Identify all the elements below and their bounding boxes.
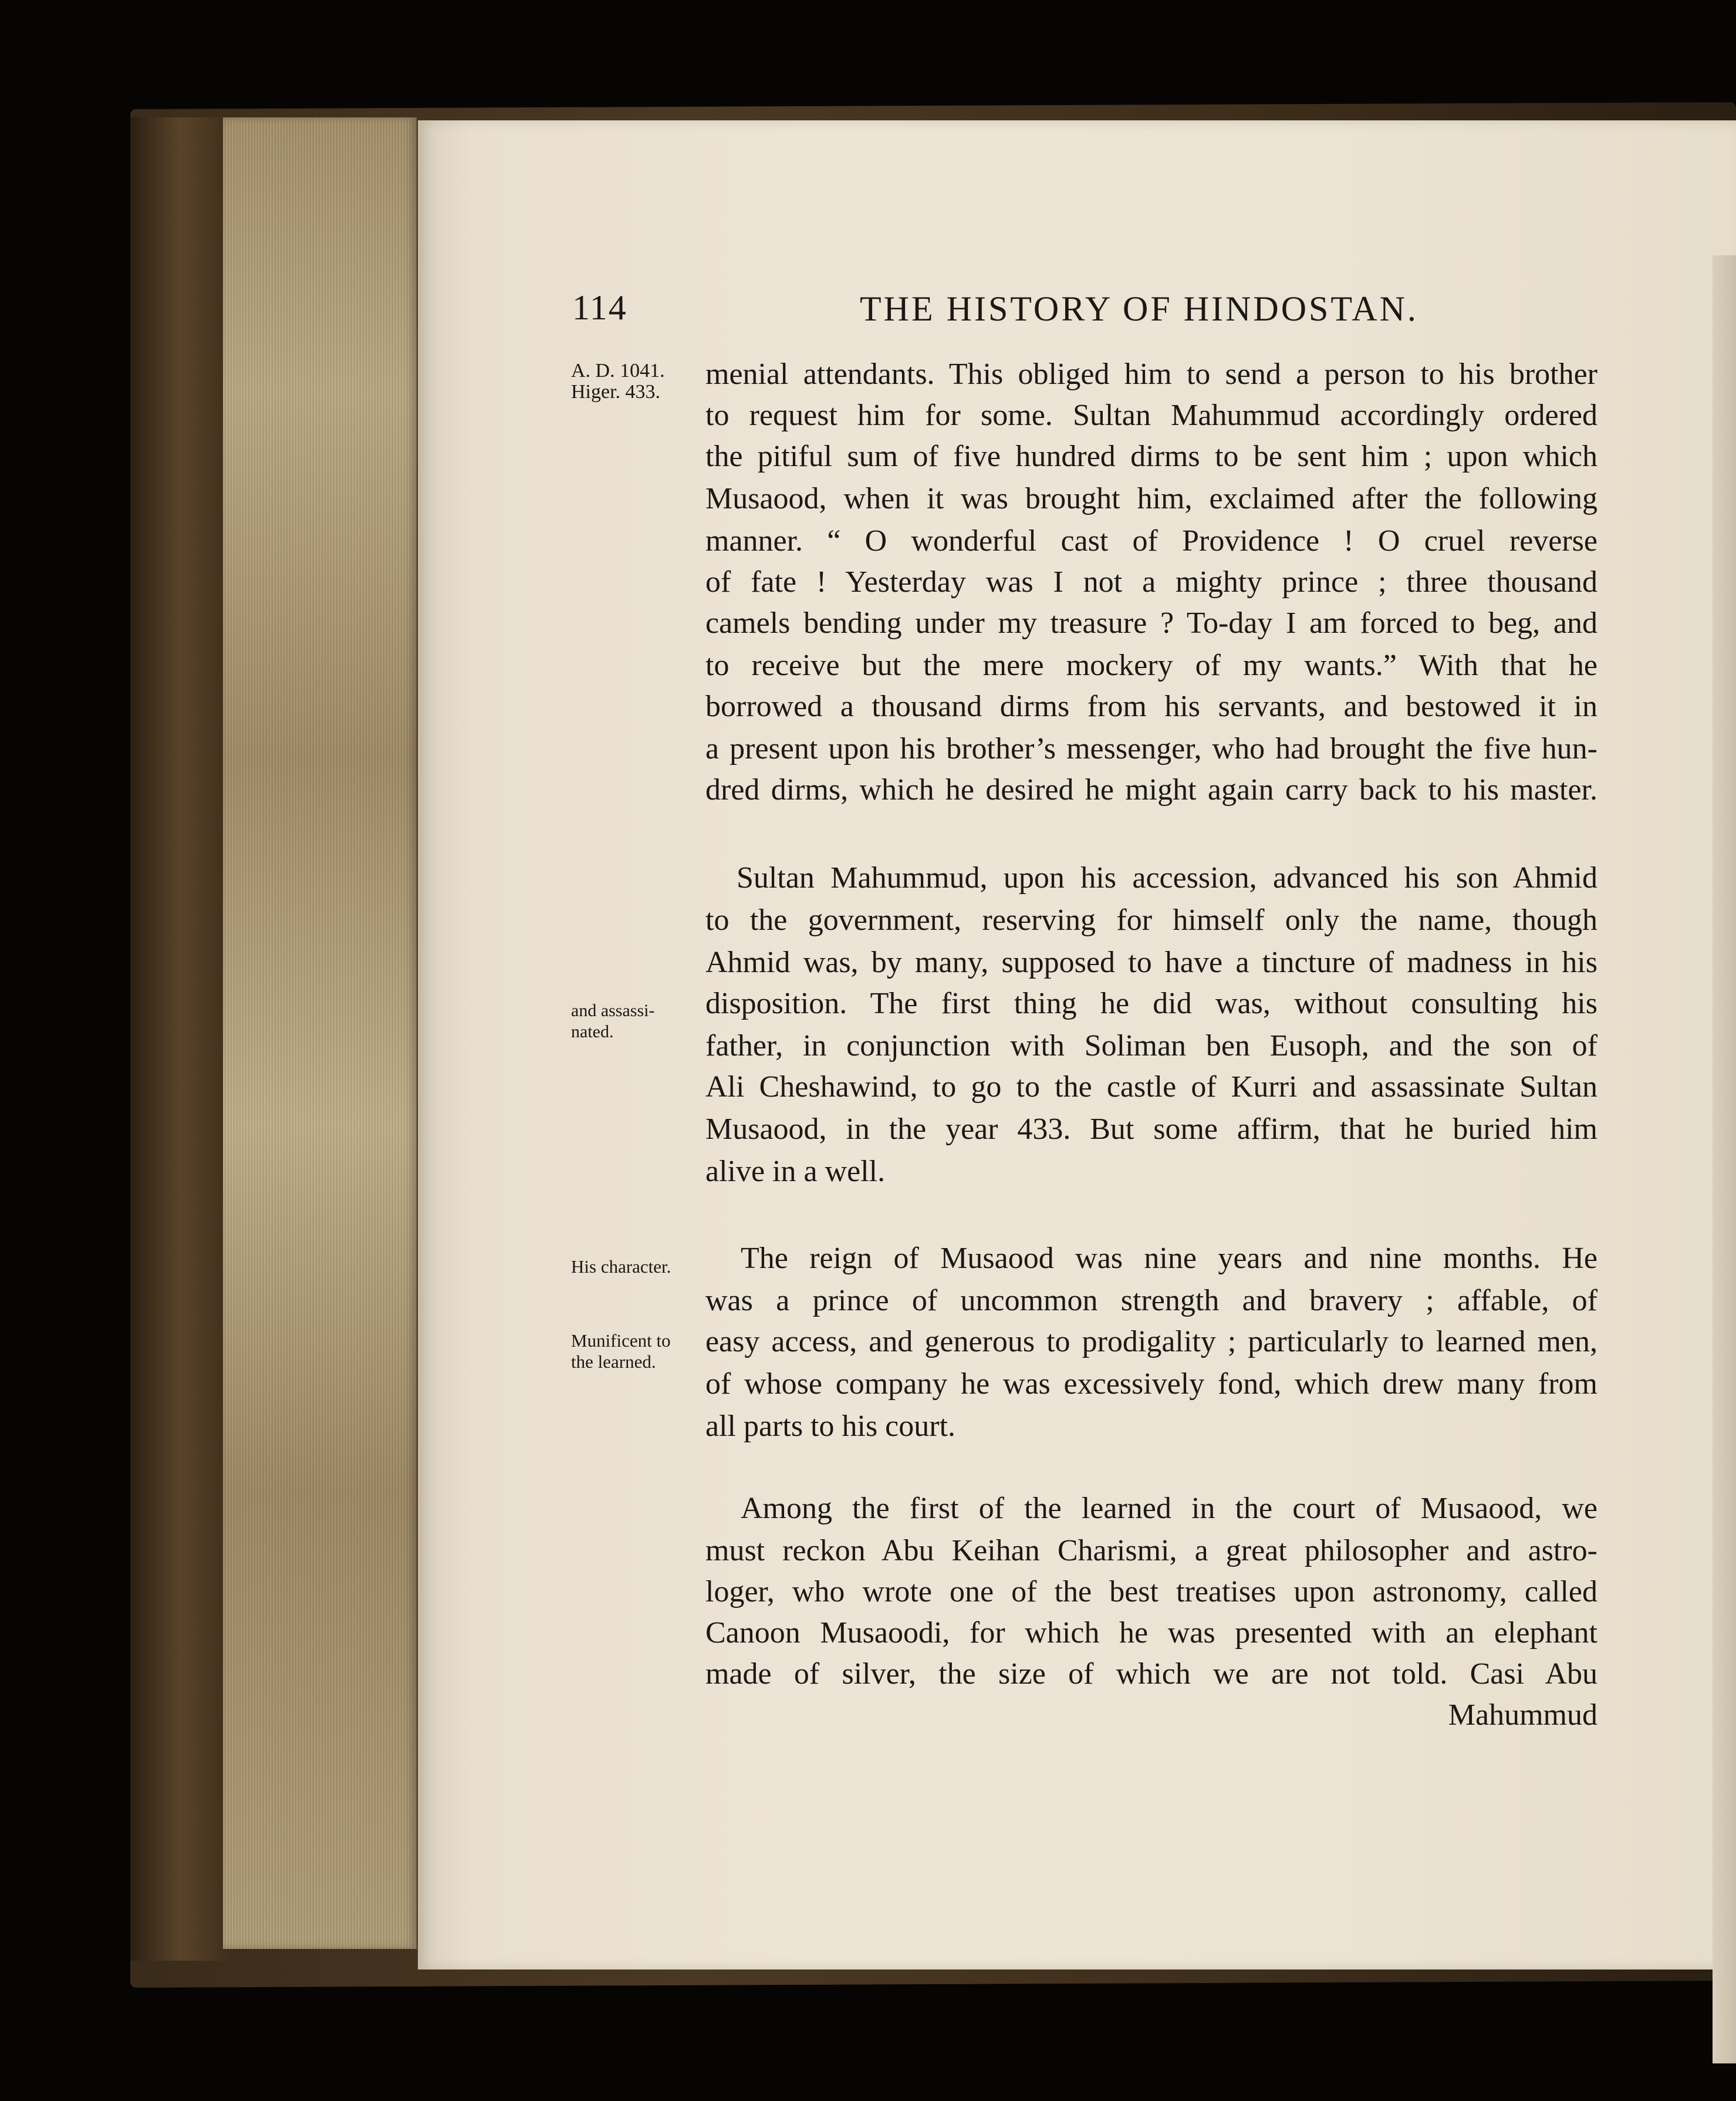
p4-line-4: Canoon Musaoodi, for which he was presented with an elephant [705,1616,1597,1650]
sidenote-date-higer: Higer. 433. [571,381,661,403]
p1-line-5: manner. “ O wonderful cast of Providence ! O cruel reverse [705,524,1597,558]
p4-line-2: must reckon Abu Keihan Charismi, a great philosopher and astro- [705,1534,1597,1567]
p1-line-4: Musaood, when it was brought him, exclaimed after the following [705,482,1597,515]
page-edges [223,117,417,1949]
p3-line-4: of whose company he was excessively fond, which drew many from [705,1367,1597,1401]
sidenote-munificent-1: Munificent to [571,1330,671,1351]
p2-line-3: Ahmid was, by many, supposed to have a tincture of madness in his [705,946,1597,979]
p1-line-8: to receive but the mere mockery of my wants.” With that he [705,649,1597,682]
sidenote-munificent-2: the learned. [571,1351,656,1372]
p1-line-9: borrowed a thousand dirms from his servants, and bestowed it in [705,690,1597,723]
p3-line-2: was a prince of uncommon strength and bravery ; affable, of [705,1284,1597,1317]
p2-line-8: alive in a well. [705,1155,886,1188]
p3-line-3: easy access, and generous to prodigality ; particularly to learned men, [705,1325,1597,1358]
p4-line-5: made of silver, the size of which we are not told. Casi Abu [705,1657,1597,1691]
p1-line-10: a present upon his brother’s messenger, who had brought the five hun- [705,732,1597,765]
p2-line-2: to the government, reserving for himself only the name, though [705,903,1597,937]
p2-line-5: father, in conjunction with Soliman ben Eusoph, and the son of [705,1029,1597,1063]
page-number: 114 [572,288,627,327]
p2-line-4: disposition. The first thing he did was, without consulting his [705,987,1597,1020]
p1-line-2: to request him for some. Sultan Mahummud accordingly ordered [705,399,1597,432]
p3-line-5: all parts to his court. [705,1409,956,1443]
p1-line-11: dred dirms, which he desired he might again carry back to his master. [705,773,1597,807]
p3-line-1: The reign of Musaood was nine years and nine months. He [741,1242,1597,1275]
p2-line-1: Sultan Mahummud, upon his accession, advanced his son Ahmid [737,861,1597,895]
sidenote-character: His character. [571,1256,671,1277]
p1-line-6: of fate ! Yesterday was I not a mighty prince ; three thousand [705,565,1597,599]
p4-line-1: Among the first of the learned in the court of Musaood, we [741,1492,1597,1525]
p1-line-7: camels bending under my treasure ? To-day I am forced to beg, and [705,606,1597,640]
page-right-edge [1713,255,1736,2063]
sidenote-assassinated-1: and assassi- [571,1001,655,1020]
p4-line-3: loger, who wrote one of the best treatises upon astronomy, called [705,1575,1597,1608]
sidenote-date-ad: A. D. 1041. [571,360,665,382]
sidenote-assassinated-2: nated. [571,1022,614,1041]
p2-line-7: Musaood, in the year 433. But some affirm, that he buried him [705,1112,1597,1146]
catchword: Mahummud [1448,1698,1597,1732]
book-spine [130,117,230,1961]
running-title: THE HISTORY OF HINDOSTAN. [860,289,1418,328]
p2-line-6: Ali Cheshawind, to go to the castle of Kurri and assassinate Sultan [705,1070,1597,1104]
p1-line-1: menial attendants. This obliged him to send a person to his brother [705,358,1597,391]
p1-line-3: the pitiful sum of five hundred dirms to be sent him ; upon which [705,440,1597,473]
